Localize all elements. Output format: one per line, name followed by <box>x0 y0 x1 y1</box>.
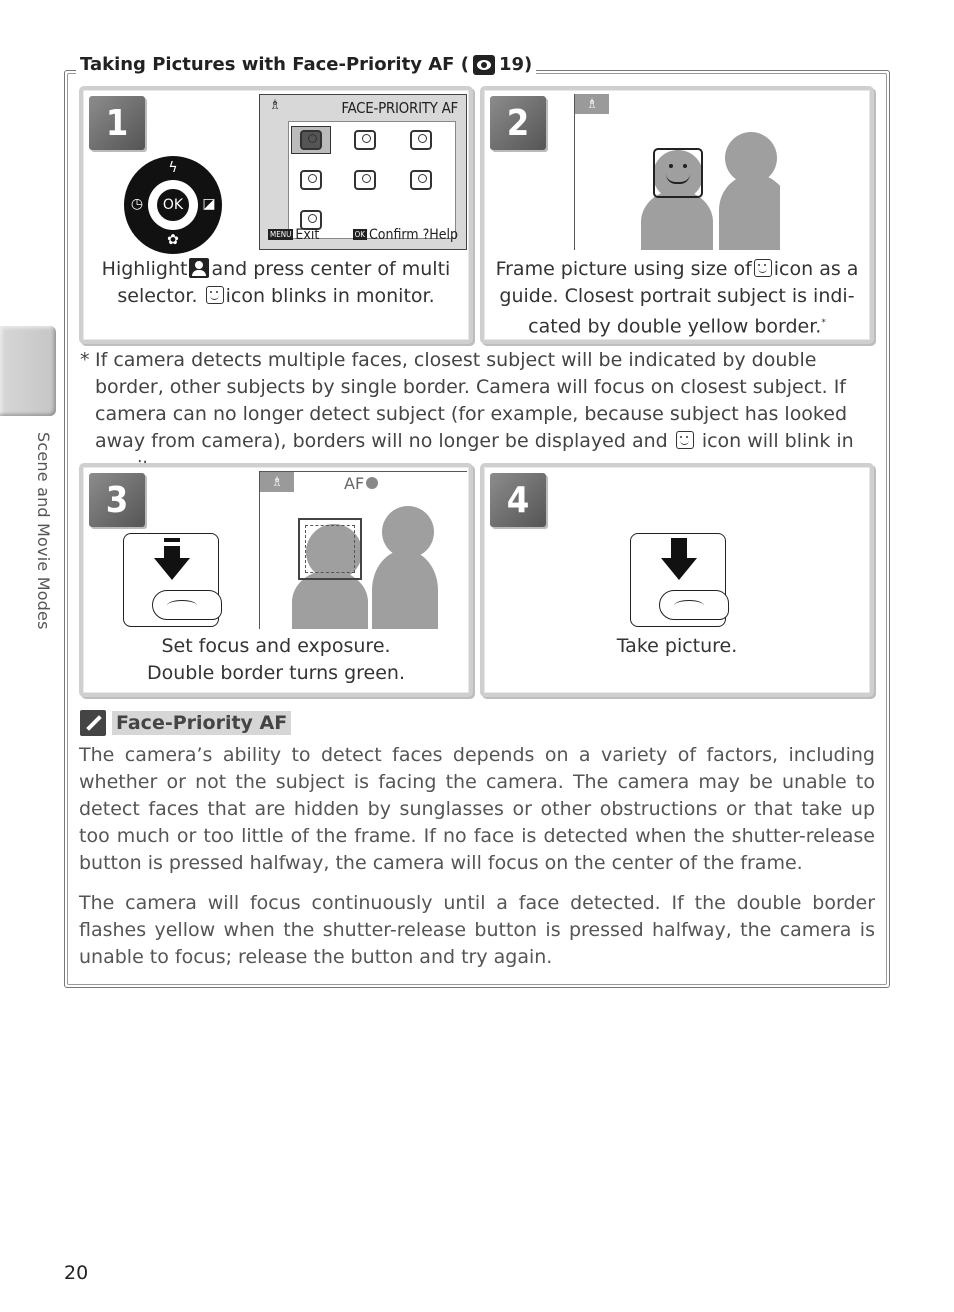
note-title: Face-Priority AF <box>112 711 291 735</box>
footnote: * If camera detects multiple faces, closest subject will be indicated by double border, other subjects by single border. Camera will focus on closest subject. If camera can no longer detect subject (for example, because subject has looked away from camera), borders will no longer be displayed and icon will blink in <box>80 349 854 452</box>
step-2-box <box>480 86 874 344</box>
menu-help-label: Help <box>429 227 458 243</box>
scene-mode-icon: ♗ <box>269 97 281 113</box>
finger-icon <box>659 590 729 620</box>
step-1-caption: Highlight and press center of multi selector. icon blinks in monitor. <box>101 258 451 307</box>
portrait-3-menu-icon <box>345 166 385 194</box>
menu-footer <box>268 227 458 243</box>
step-4-box <box>480 463 874 697</box>
page-number: 20 <box>64 1262 89 1284</box>
menu-title: FACE-PRIORITY AF <box>341 99 458 117</box>
ok-tag: OK <box>354 230 365 239</box>
section-title-text: Taking Pictures with Face-Priority AF ( <box>80 54 469 75</box>
footnote-marker: * <box>80 349 90 371</box>
focus-dot-icon <box>366 477 378 489</box>
step-number-2: 2 <box>490 96 546 150</box>
reference-icon <box>473 55 495 75</box>
face-icon <box>676 431 694 449</box>
group-menu-icon <box>401 166 441 194</box>
menu-exit-label: Exit <box>295 227 320 243</box>
night-portrait-menu-icon <box>401 126 441 154</box>
portrait-menu-icon <box>291 126 331 154</box>
finger-icon <box>152 590 222 620</box>
note-paragraph-2: The camera will focus continuously until a face detected. If the double border flashes yellow when the shutter-release button is pressed halfway, the camera is unable to focus; release the button and try again. <box>79 892 875 968</box>
note-heading <box>80 710 291 736</box>
self-timer-icon: ◷ <box>130 196 144 212</box>
landscape-menu-icon <box>345 126 385 154</box>
step-3-box <box>79 463 473 697</box>
menu-confirm-label: Confirm <box>368 227 419 243</box>
section-title-ref: 19) <box>498 54 533 75</box>
scene-mode-icon: ♗ <box>575 94 609 114</box>
subject-body-1 <box>641 190 713 250</box>
step-1-box <box>79 86 473 344</box>
menu-tag: MENU <box>270 230 292 239</box>
subject-body-2 <box>719 174 780 250</box>
step-number-3: 3 <box>89 473 145 527</box>
portrait-2-menu-icon <box>291 166 331 194</box>
af-indicator: AF <box>344 474 378 493</box>
section-title <box>76 54 536 75</box>
face-icon <box>754 259 772 277</box>
double-border-frame-inner <box>305 525 355 573</box>
chapter-label: Scene and Movie Modes <box>34 432 53 630</box>
shutter-full-press-icon <box>630 533 726 627</box>
step-number-1: 1 <box>89 96 145 150</box>
face-icon <box>206 286 224 304</box>
framing-screen <box>574 94 780 250</box>
note-paragraph-1: The camera’s ability to detect faces depends on a variety of factors, including whether or not the subject is facing the camera. The camera may be unable to detect faces that are hidden by sunglasses or other obstructions or that take up too much or too little of the frame. If no face is detected when the shutter-release button is pressed halfway, the camera will focus on the center of the frame. <box>79 744 875 874</box>
subject-body-2 <box>372 550 438 629</box>
focus-screen <box>259 471 467 629</box>
ok-button-icon: OK <box>155 187 191 223</box>
shutter-half-press-icon <box>123 533 219 627</box>
exposure-comp-icon: ◪ <box>202 196 216 212</box>
step-number-4: 4 <box>490 473 546 527</box>
help-icon: ? <box>422 227 430 243</box>
portrait-icon <box>189 258 209 278</box>
face-priority-menu-screen <box>259 94 467 250</box>
step-3-caption: Set focus and exposure. Double border turns green. <box>147 635 405 684</box>
face-frame-icon <box>653 148 703 198</box>
chapter-tab <box>0 326 56 416</box>
step-4-caption: Take picture. <box>616 635 738 657</box>
flash-icon: ϟ <box>168 160 178 176</box>
pencil-icon <box>80 710 106 736</box>
step-2-caption: Frame picture using size of icon as a guide. Closest portrait subject is indi- cated by double yellow border.* <box>495 258 859 338</box>
macro-icon: ✿ <box>167 232 179 248</box>
multi-selector-icon <box>124 156 222 254</box>
scene-mode-icon: ♗ <box>260 472 294 492</box>
